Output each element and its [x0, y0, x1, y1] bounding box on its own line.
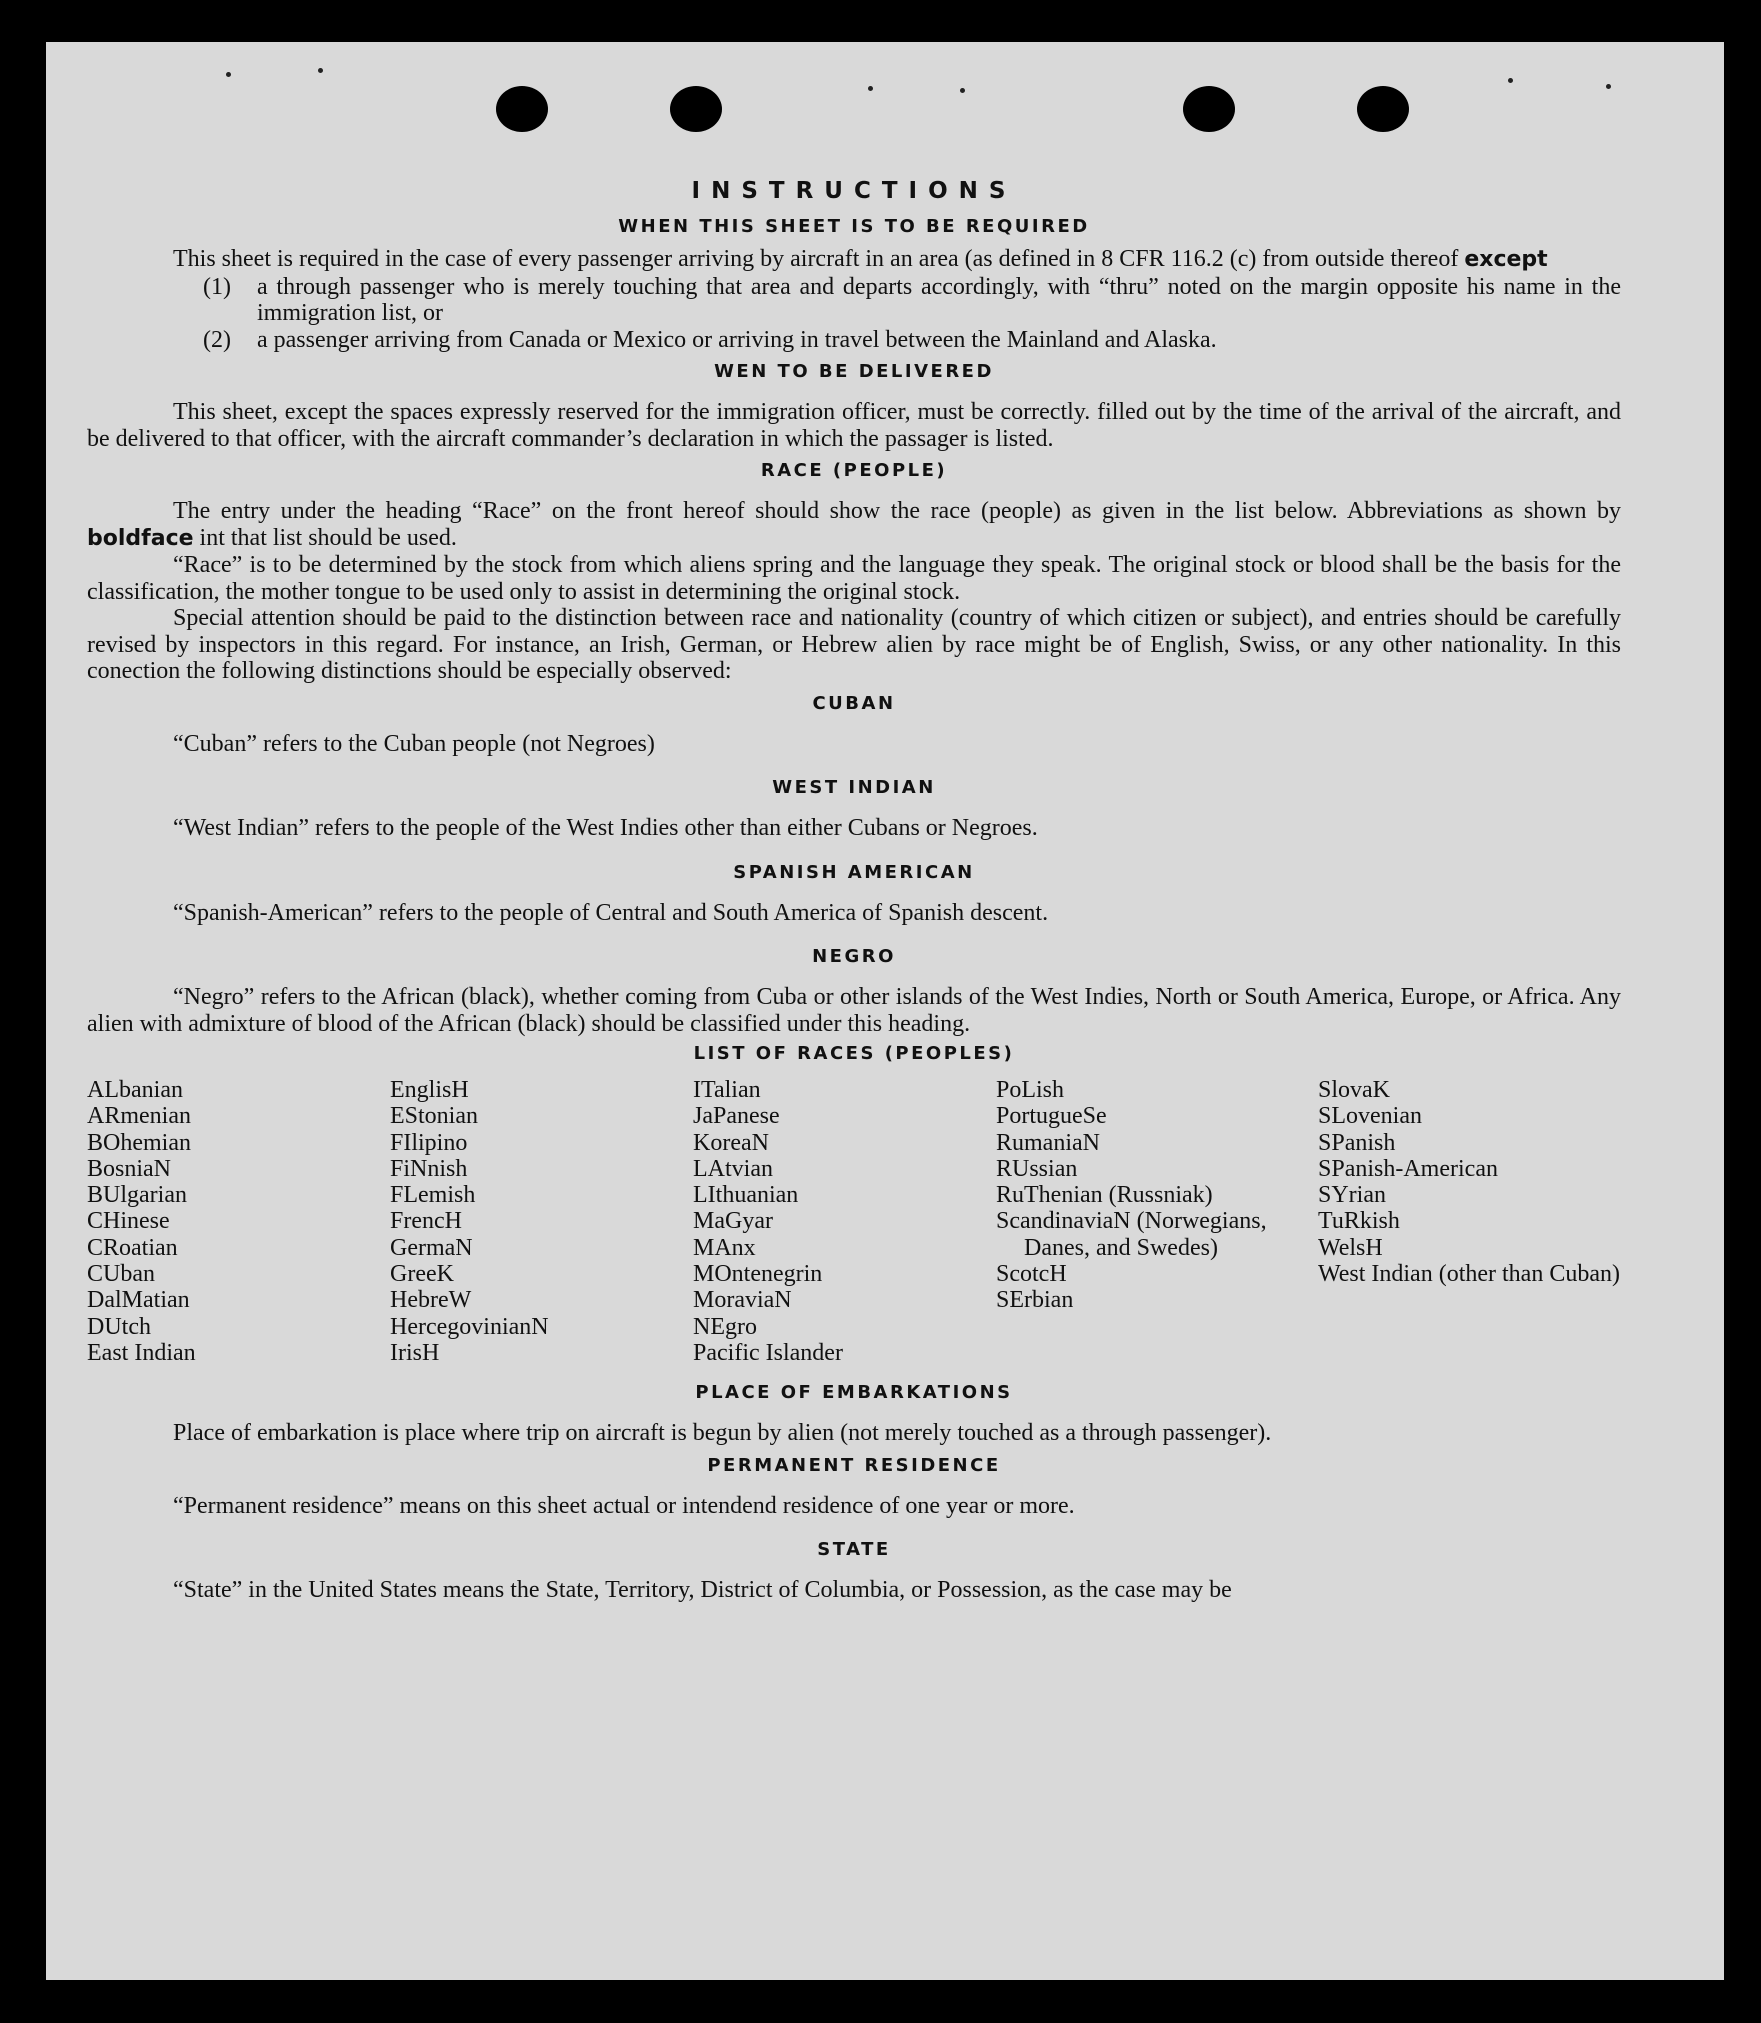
heading-embarkation: PLACE OF EMBARKATIONS — [695, 1382, 1013, 1404]
race-entry: ARmenian — [87, 1103, 191, 1130]
page-title: INSTRUCTIONS — [691, 178, 1017, 204]
race-list — [87, 1077, 1621, 1366]
race-entry: HercegovinianN — [390, 1313, 549, 1340]
race-entry: ALbanian — [87, 1077, 183, 1103]
race-entry: MaGyar — [693, 1208, 773, 1235]
race-entry: RumaniaN — [996, 1129, 1100, 1156]
instructions-content — [87, 176, 1621, 1604]
speck — [226, 72, 231, 77]
race-paragraph-1: The entry under the heading “Race” on the front hereof should show the race (people) as given in the list below. Abbreviations as shown by boldface int that list should be used. — [87, 498, 1621, 551]
race-entry: ITalian — [693, 1077, 761, 1103]
heading-permanent-residence: PERMANENT RESIDENCE — [707, 1454, 1001, 1476]
race-entry: MAnx — [693, 1234, 756, 1261]
race-entry: MoraviaN — [693, 1287, 792, 1314]
heading-race: RACE (PEOPLE) — [760, 460, 948, 481]
race-column-3 — [693, 1077, 996, 1366]
exception-item-2: (2) a passenger arriving from Canada or Mexico or arriving in travel between the Mainland and Alaska. — [203, 326, 1217, 353]
race-paragraph-3: Special attention should be paid to the distinction between race and nationality (country of which citizen or subject), and entries should be carefully revised by inspectors in this regard. For instance, an Irish, German, or Hebrew alien by race might be of English, Swiss, or any other nationality. In this conection the following distinctions should be especially observed: — [87, 605, 1621, 684]
heading-when-delivered: WEN TO BE DELIVERED — [714, 361, 994, 382]
race-entry: FiNnish — [390, 1155, 468, 1182]
race-entry: IrisH — [390, 1339, 440, 1366]
race-entry: PoLish — [996, 1077, 1065, 1103]
cuban-text: “Cuban” refers to the Cuban people (not Negroes) — [173, 730, 655, 757]
race-entry: SPanish — [1318, 1129, 1396, 1156]
west-indian-text: “West Indian” refers to the people of the West Indies other than either Cubans or Negroes. — [173, 815, 1038, 841]
race-entry: West Indian (other than Cuban) — [1318, 1261, 1620, 1288]
race-entry: RUssian — [996, 1155, 1078, 1182]
speck — [1508, 78, 1513, 83]
punch-hole-4 — [1357, 86, 1409, 132]
race-entry: CRoatian — [87, 1234, 178, 1261]
race-entry: FIlipino — [390, 1129, 468, 1156]
race-entry: CUban — [87, 1261, 155, 1288]
race-column-1 — [87, 1077, 390, 1366]
race-entry: SLovenian — [1318, 1103, 1422, 1130]
when-delivered-text: This sheet, except the spaces expressly reserved for the immigration officer, must be correctly. filled out by the time of the arrival of the aircraft, and be delivered to that officer, with the aircraft commander’s declaration in which the passager is listed. — [87, 399, 1621, 452]
race-entry: SPanish-American — [1318, 1155, 1498, 1182]
punch-hole-2 — [670, 86, 722, 132]
race-column-2 — [390, 1077, 693, 1366]
race-entry: HebreW — [390, 1287, 472, 1314]
punch-hole-1 — [496, 86, 548, 132]
race-entry: DUtch — [87, 1313, 151, 1340]
race-entry: FrencH — [390, 1208, 462, 1235]
race-paragraph-2: “Race” is to be determined by the stock from which aliens spring and the language they speak. The original stock or blood shall be the basis for the classification, the mother tongue to be used only to assist in determining the original stock. — [87, 552, 1621, 605]
speck — [960, 88, 965, 93]
heading-cuban: CUBAN — [812, 692, 896, 714]
race-entry: LIthuanian — [693, 1182, 799, 1209]
race-entry: NEgro — [693, 1313, 757, 1340]
race-entry: GermaN — [390, 1234, 473, 1261]
heading-spanish-american: SPANISH AMERICAN — [733, 861, 975, 883]
heading-when-required: WHEN THIS SHEET IS TO BE REQUIRED — [618, 216, 1090, 237]
race-entry: JaPanese — [693, 1103, 780, 1130]
state-text: “State” in the United States means the State, Territory, District of Columbia, or Possession, as the case may be — [173, 1577, 1232, 1604]
spanish-american-text: “Spanish-American” refers to the people of Central and South America of Spanish descent. — [173, 899, 1049, 926]
race-column-4 — [996, 1077, 1318, 1366]
negro-text: “Negro” refers to the African (black), whether coming from Cuba or other islands of the West Indies, North or South America, Europe, or Africa. Any alien with admixture of blood of the African (black) should be classified under this heading. — [87, 984, 1621, 1037]
race-entry: SErbian — [996, 1287, 1074, 1314]
race-entry: EStonian — [390, 1103, 478, 1130]
embarkation-text: Place of embarkation is place where trip on aircraft is begun by alien (not merely touched as a through passenger). — [173, 1420, 1272, 1447]
race-entry: BOhemian — [87, 1129, 191, 1156]
race-entry: WelsH — [1318, 1234, 1383, 1261]
race-entry: SlovaK — [1318, 1077, 1390, 1103]
document-page — [46, 42, 1724, 1980]
race-entry: BosniaN — [87, 1155, 171, 1182]
race-entry: PortugueSe — [996, 1103, 1107, 1130]
race-entry: ScotcH — [996, 1261, 1067, 1288]
race-entry: FLemish — [390, 1182, 476, 1209]
race-entry: KoreaN — [693, 1129, 769, 1156]
race-entry: GreeK — [390, 1261, 454, 1288]
race-entry: TuRkish — [1318, 1208, 1400, 1235]
race-entry: EnglisH — [390, 1077, 469, 1103]
heading-negro: NEGRO — [812, 946, 896, 967]
heading-state: STATE — [817, 1539, 891, 1561]
race-entry: ScandinaviaN (Norwegians, Danes, and Swedes) — [996, 1208, 1267, 1261]
race-entry: East Indian — [87, 1339, 196, 1366]
race-entry: CHinese — [87, 1208, 170, 1235]
speck — [1606, 84, 1611, 89]
race-entry: DalMatian — [87, 1287, 190, 1314]
race-entry: Pacific Islander — [693, 1339, 843, 1366]
punch-hole-3 — [1183, 86, 1235, 132]
race-entry: LAtvian — [693, 1155, 773, 1182]
permanent-residence-text: “Permanent residence” means on this sheet actual or intendend residence of one year or more. — [173, 1492, 1075, 1519]
speck — [868, 86, 873, 91]
race-entry: MOntenegrin — [693, 1261, 823, 1288]
heading-list-of-races: LIST OF RACES (PEOPLES) — [693, 1043, 1015, 1064]
race-column-5 — [1318, 1077, 1621, 1366]
when-required-intro: This sheet is required in the case of every passenger arriving by aircraft in an area (as defined in 8 CFR 116.2 (c) from outside thereof except — [173, 246, 1548, 272]
heading-west-indian: WEST INDIAN — [772, 777, 936, 798]
race-entry: BUlgarian — [87, 1182, 187, 1209]
speck — [318, 68, 323, 73]
exception-item-1: (1) a through passenger who is merely touching that area and departs accordingly, with “thru” noted on the margin opposite his name in the immigration list, or — [203, 273, 1621, 326]
race-entry: RuThenian (Russniak) — [996, 1182, 1213, 1209]
race-entry: SYrian — [1318, 1182, 1386, 1209]
